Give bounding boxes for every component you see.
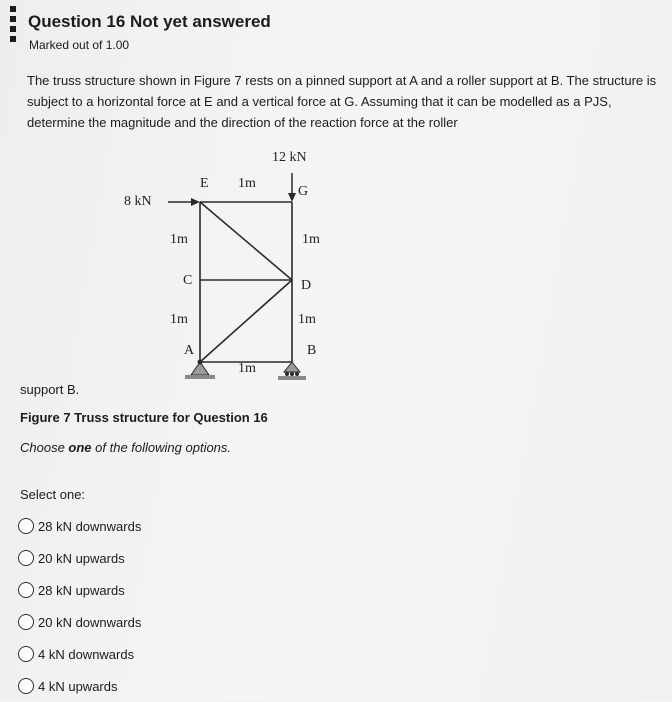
label-dim-right-lower: 1m (298, 312, 316, 327)
option-label: 20 kN upwards (38, 550, 125, 566)
choose-emphasis: one (68, 440, 92, 455)
question-flag-icon[interactable] (8, 6, 18, 46)
option-label: 28 kN upwards (38, 582, 125, 598)
member-ed (200, 202, 292, 280)
choose-instruction: Choose one of the following options. (20, 440, 232, 455)
option-4[interactable] (18, 606, 141, 638)
option-3[interactable] (18, 574, 141, 606)
question-text: The truss structure shown in Figure 7 rests on a pinned support at A and a roller support at B. The structure is subject to a horizontal force at E and a vertical force at G. Assuming that it can be modelled as a PJS, determine the magnitude and the direction of the reaction force at the roller (27, 73, 657, 130)
question-title: Question 16 Not yet answered (28, 12, 271, 31)
label-dim-bottom: 1m (238, 361, 256, 376)
label-node-c: C (183, 273, 193, 288)
truss-diagram (80, 140, 380, 385)
label-dim-top: 1m (238, 176, 256, 191)
radio-button[interactable] (18, 582, 34, 598)
label-dim-right-upper: 1m (302, 232, 320, 247)
option-label: 4 kN downwards (38, 646, 135, 662)
answer-options (18, 510, 141, 702)
select-one-label: Select one: (20, 487, 86, 502)
option-label: 4 kN upwards (38, 678, 118, 694)
label-node-b: B (307, 343, 317, 358)
roller-support-b (278, 362, 306, 380)
label-node-a: A (184, 343, 195, 358)
radio-button[interactable] (18, 614, 34, 630)
label-dim-left-upper: 1m (170, 232, 188, 247)
label-node-g: G (298, 184, 309, 199)
figure-caption: Figure 7 Truss structure for Question 16 (20, 410, 268, 425)
radio-button[interactable] (18, 518, 34, 534)
question-mark: Marked out of 1.00 (29, 38, 130, 52)
label-force-e: 8 kN (124, 194, 152, 209)
radio-button[interactable] (18, 678, 34, 694)
option-1[interactable] (18, 510, 141, 542)
member-da (200, 280, 292, 362)
label-dim-left-lower: 1m (170, 312, 188, 327)
truss-figure (80, 140, 380, 385)
option-6[interactable] (18, 670, 141, 702)
force-e-arrow (168, 198, 200, 206)
question-info-panel (0, 0, 300, 62)
label-force-g: 12 kN (272, 150, 307, 165)
option-label: 28 kN downwards (38, 518, 142, 534)
radio-button[interactable] (18, 550, 34, 566)
option-label: 20 kN downwards (38, 614, 142, 630)
force-g-arrow (288, 173, 296, 202)
label-node-d: D (301, 278, 312, 293)
question-text-tail: support B. (20, 382, 80, 397)
option-2[interactable] (18, 542, 141, 574)
radio-button[interactable] (18, 646, 34, 662)
label-node-e: E (200, 176, 209, 191)
option-5[interactable] (18, 638, 141, 670)
